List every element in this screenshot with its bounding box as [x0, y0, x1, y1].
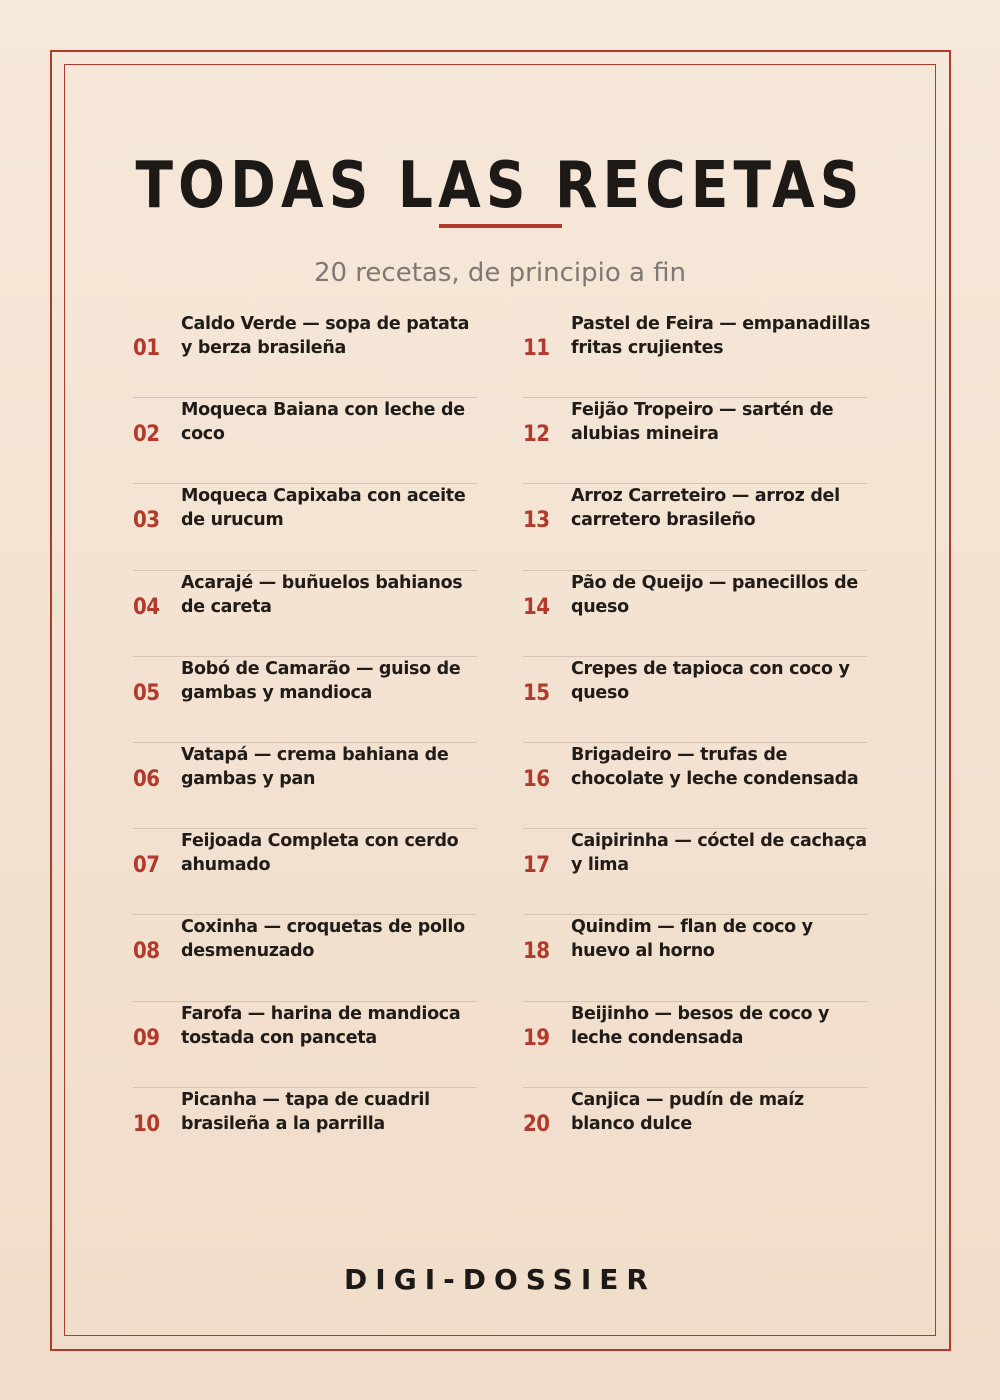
recipe-list-right: [523, 311, 871, 1173]
recipe-name: Caldo Verde — sopa de patata y berza brasileña: [181, 314, 470, 358]
recipe-name: Pastel de Feira — empanadillas fritas crujientes: [571, 314, 871, 358]
recipe-item: [133, 914, 477, 1000]
recipe-number: 19: [523, 1025, 550, 1051]
recipe-item: [133, 1001, 477, 1087]
recipe-number: 16: [523, 766, 550, 792]
recipe-name: Caipirinha — cóctel de cachaça y lima: [571, 831, 867, 876]
recipe-number: 20: [523, 1111, 550, 1137]
recipe-item: [523, 483, 867, 569]
recipe-number: 14: [523, 594, 550, 620]
recipe-name: Canjica — pudín de maíz blanco dulce: [571, 1089, 804, 1134]
recipe-name: Moqueca Baiana con leche de coco: [181, 400, 465, 445]
recipe-name: Quindim — flan de coco y huevo al horno: [571, 917, 813, 962]
page-title: TODAS LAS RECETAS: [135, 149, 865, 223]
page-subtitle: 20 recetas, de principio a fin: [313, 258, 687, 288]
recipe-item: [133, 656, 477, 742]
recipe-item: [133, 311, 477, 397]
recipe-name: Vatapá — crema bahiana de gambas y pan: [181, 744, 449, 789]
recipe-number: 03: [133, 508, 160, 534]
recipe-item: [523, 656, 867, 742]
recipe-name: Acarajé — buñuelos bahianos de careta: [181, 572, 463, 617]
recipe-number: 06: [133, 766, 160, 792]
recipe-item: [133, 483, 477, 569]
recipe-item: [133, 1087, 477, 1173]
recipe-number: 15: [523, 680, 550, 706]
recipe-item: [523, 1001, 867, 1087]
recipe-name: Feijão Tropeiro — sartén de alubias mineira: [571, 400, 834, 445]
recipe-number: 12: [523, 422, 550, 448]
recipe-number: 08: [133, 939, 160, 965]
recipe-number: 10: [133, 1111, 160, 1137]
recipe-list-left: [133, 311, 477, 1173]
recipe-number: 09: [133, 1025, 160, 1051]
recipe-item: [133, 397, 477, 483]
recipe-name: Bobó de Camarão — guiso de gambas y mandioca: [181, 658, 461, 703]
recipe-name: Farofa — harina de mandioca tostada con panceta: [181, 1003, 461, 1048]
recipe-item: [523, 828, 867, 914]
recipe-number: 17: [523, 853, 550, 879]
recipe-item: [523, 1087, 867, 1173]
recipe-item: [133, 828, 477, 914]
recipe-item: [523, 742, 867, 828]
recipe-item: [133, 742, 477, 828]
recipe-item: [523, 311, 871, 397]
brand-footer: DIGI-DOSSIER: [344, 1263, 656, 1296]
recipe-number: 13: [523, 508, 550, 534]
recipe-number: 18: [523, 939, 550, 965]
recipe-name: Moqueca Capixaba con aceite de urucum: [181, 486, 466, 531]
recipe-number: 05: [133, 680, 160, 706]
recipe-name: Crepes de tapioca con coco y queso: [571, 658, 850, 703]
recipe-name: Arroz Carreteiro — arroz del carretero brasileño: [571, 486, 840, 531]
recipe-name: Coxinha — croquetas de pollo desmenuzado: [181, 917, 465, 962]
recipe-item: [523, 914, 867, 1000]
recipe-name: Picanha — tapa de cuadril brasileña a la parrilla: [181, 1089, 430, 1134]
recipe-name: Beijinho — besos de coco y leche condensada: [571, 1003, 830, 1048]
recipe-item: [523, 397, 867, 483]
recipe-number: 01: [133, 336, 160, 361]
recipe-number: 04: [133, 594, 160, 620]
recipe-name: Feijoada Completa con cerdo ahumado: [181, 831, 459, 876]
recipe-item: [523, 570, 867, 656]
title-underline: [439, 224, 562, 228]
recipe-item: [133, 570, 477, 656]
recipe-number: 11: [523, 336, 550, 361]
recipe-number: 02: [133, 422, 160, 448]
recipe-name: Brigadeiro — trufas de chocolate y leche condensada: [571, 744, 859, 789]
recipe-name: Pão de Queijo — panecillos de queso: [571, 572, 858, 617]
recipe-number: 07: [133, 853, 160, 879]
